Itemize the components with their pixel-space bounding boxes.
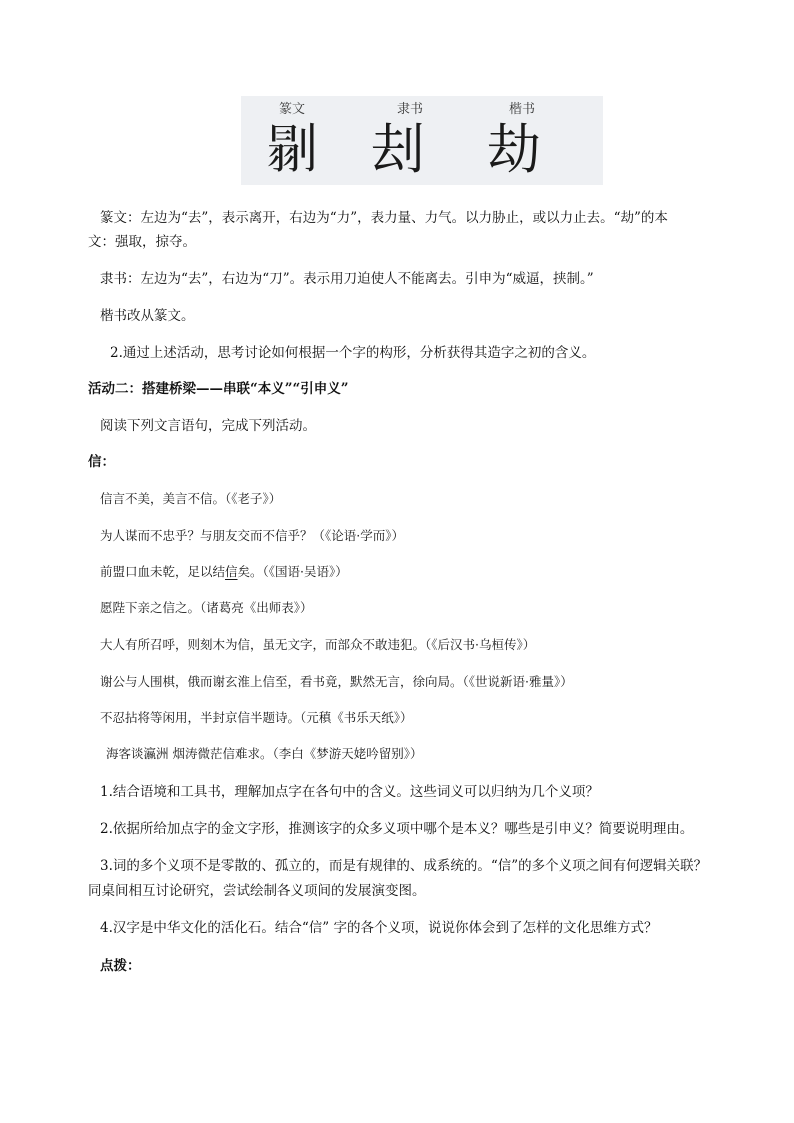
script-forms-figure — [241, 96, 603, 185]
sentence-3-before: 前盟口血未乾，足以结 — [100, 564, 226, 579]
sentence-5: 大人有所召呼，则刻木为信，虽无文字，而部众不敢违犯。（《后汉书·乌桓传》） — [100, 637, 536, 652]
sentence-7: 不忍拈将等闲用，半封京信半题诗。（元稹《书乐天纸》） — [100, 710, 413, 725]
paragraph-seal-line1: 篆文：左边为“去”，表示离开，右边为“力”，表力量、力气。以力胁止，或以力止去。“劫”的本 — [100, 210, 668, 226]
paragraph-seal-line2: 文：强取，掠夺。 — [88, 234, 196, 250]
seal-script-label: 篆文 — [279, 102, 306, 117]
regular-script-label: 楷书 — [509, 102, 536, 117]
sentence-1: 信言不美，美言不信。（《老子》） — [100, 491, 282, 506]
sentence-3-dotted-char: 信 — [225, 564, 238, 579]
clerical-script-label: 隶书 — [397, 102, 424, 117]
question-4: 4.汉字是中华文化的活化石。结合“信” 字的各个义项，说说你体会到了怎样的文化思维方式？ — [100, 920, 658, 936]
xin-label: 信： — [88, 454, 115, 470]
sentence-2: 为人谋而不忠乎？与朋友交而不信乎？（《论语·学而》） — [100, 528, 404, 543]
seal-script-char: 𠞈 — [265, 118, 319, 181]
sentence-8: 海客谈瀛洲 烟涛微茫信难求。（李白《梦游天姥吟留别》） — [106, 746, 423, 761]
regular-script-char: 劫 — [487, 118, 541, 181]
question-2-activity1: 2.通过上述活动，思考讨论如何根据一个字的构形，分析获得其造字之初的含义。 — [110, 345, 596, 361]
question-1: 1.结合语境和工具书，理解加点字在各句中的含义。这些词义可以归纳为几个义项？ — [100, 784, 599, 800]
question-2: 2.依据所给加点字的金文字形，推测该字的众多义项中哪个是本义？哪些是引申义？简要说明理由。 — [100, 821, 694, 837]
sentence-6: 谢公与人围棋，俄而谢玄淮上信至，看书竟，默然无言，徐向局。（《世说新语·雅量》） — [100, 674, 573, 689]
question-3-line2: 同桌间相互讨论研究，尝试绘制各义项间的发展演变图。 — [88, 883, 426, 899]
activity-2-heading: 活动二：搭建桥梁——串联“本义”“引申义” — [88, 381, 349, 397]
question-3-line1: 3.词的多个义项不是零散的、孤立的，而是有规律的、成系统的。“信”的多个义项之间有何逻辑关联？ — [100, 858, 708, 874]
paragraph-instruction: 阅读下列文言语句，完成下列活动。 — [100, 418, 316, 434]
paragraph-clerical: 隶书：左边为“去”，右边为“刀”。表示用刀迫使人不能离去。引申为“威逼，挟制。” — [100, 271, 594, 287]
sentence-4: 愿陛下亲之信之。（诸葛亮《出师表》） — [100, 600, 313, 615]
sentence-3 — [100, 562, 348, 582]
paragraph-regular: 楷书改从篆文。 — [100, 308, 195, 324]
clerical-script-char: 刦 — [371, 118, 425, 181]
dianbo-label: 点拨： — [100, 958, 141, 974]
sentence-3-after: 矣。（《国语·吴语》） — [237, 564, 348, 579]
